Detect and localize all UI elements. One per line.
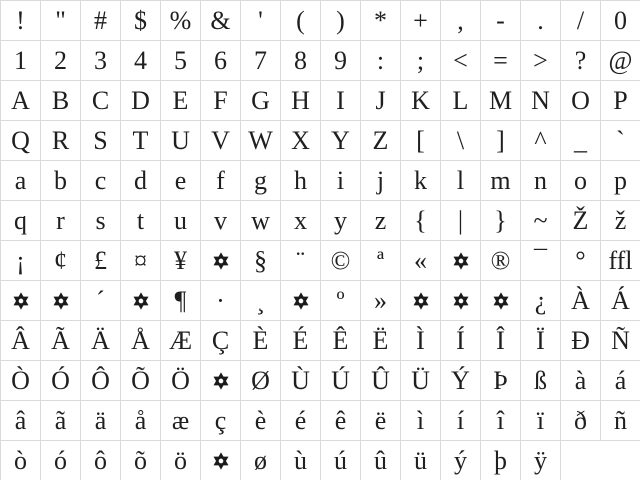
glyph-cell[interactable]: ú	[321, 441, 361, 480]
glyph-cell[interactable]: ý	[441, 441, 481, 480]
glyph-cell[interactable]: ò	[1, 441, 41, 480]
glyph-cell[interactable]: æ	[161, 401, 201, 441]
glyph-cell[interactable]: m	[481, 161, 521, 201]
glyph-cell[interactable]: <	[441, 41, 481, 81]
empty-cell	[561, 441, 601, 480]
glyph-cell[interactable]: H	[281, 81, 321, 121]
glyph-cell[interactable]: £	[81, 241, 121, 281]
missing-glyph-star-icon	[212, 452, 230, 470]
glyph-cell[interactable]: å	[121, 401, 161, 441]
glyph-cell[interactable]: È	[241, 321, 281, 361]
glyph-cell[interactable]: û	[361, 441, 401, 480]
glyph-cell[interactable]: #	[81, 1, 121, 41]
glyph-cell[interactable]: Ê	[321, 321, 361, 361]
glyph-cell[interactable]: t	[121, 201, 161, 241]
glyph-cell[interactable]: x	[281, 201, 321, 241]
glyph-cell[interactable]: ¸	[241, 281, 281, 321]
glyph-cell[interactable]: ê	[321, 401, 361, 441]
glyph-cell[interactable]: Ì	[401, 321, 441, 361]
glyph-cell[interactable]: Ý	[441, 361, 481, 401]
glyph-cell[interactable]: e	[161, 161, 201, 201]
glyph-cell[interactable]: \	[441, 121, 481, 161]
glyph-cell[interactable]: á	[601, 361, 640, 401]
glyph-cell[interactable]: d	[121, 161, 161, 201]
glyph-cell[interactable]: T	[121, 121, 161, 161]
glyph-cell[interactable]: Ð	[561, 321, 601, 361]
glyph-cell[interactable]: W	[241, 121, 281, 161]
glyph-cell[interactable]: ¶	[161, 281, 201, 321]
glyph-cell[interactable]: *	[361, 1, 401, 41]
glyph-cell[interactable]: M	[481, 81, 521, 121]
glyph-cell[interactable]: =	[481, 41, 521, 81]
missing-glyph-star-icon	[52, 292, 70, 310]
glyph-cell[interactable]: E	[161, 81, 201, 121]
glyph-cell[interactable]: R	[41, 121, 81, 161]
glyph-cell[interactable]: c	[81, 161, 121, 201]
glyph-cell[interactable]: 9	[321, 41, 361, 81]
glyph-cell[interactable]: Á	[601, 281, 640, 321]
glyph-cell[interactable]: Ž	[561, 201, 601, 241]
glyph-cell[interactable]	[121, 281, 161, 321]
glyph-cell[interactable]: ì	[401, 401, 441, 441]
missing-glyph-star-icon	[12, 292, 30, 310]
glyph-cell[interactable]: Å	[121, 321, 161, 361]
glyph-cell[interactable]: A	[1, 81, 41, 121]
glyph-cell[interactable]: k	[401, 161, 441, 201]
glyph-cell[interactable]	[481, 281, 521, 321]
glyph-cell[interactable]: ù	[281, 441, 321, 480]
glyph-cell[interactable]: 2	[41, 41, 81, 81]
glyph-cell[interactable]: ¨	[281, 241, 321, 281]
glyph-cell[interactable]: U	[161, 121, 201, 161]
glyph-cell[interactable]: ¯	[521, 241, 561, 281]
glyph-cell[interactable]: â	[1, 401, 41, 441]
glyph-cell[interactable]: ©	[321, 241, 361, 281]
glyph-cell[interactable]: >	[521, 41, 561, 81]
missing-glyph-star-icon	[452, 252, 470, 270]
glyph-cell[interactable]: X	[281, 121, 321, 161]
glyph-cell[interactable]: @	[601, 41, 640, 81]
glyph-cell[interactable]	[41, 281, 81, 321]
glyph-cell[interactable]: p	[601, 161, 640, 201]
glyph-cell[interactable]: ®	[481, 241, 521, 281]
glyph-cell[interactable]: ª	[361, 241, 401, 281]
glyph-cell[interactable]: w	[241, 201, 281, 241]
empty-cell	[601, 441, 640, 480]
glyph-cell[interactable]: i	[321, 161, 361, 201]
glyph-cell[interactable]: ;	[401, 41, 441, 81]
missing-glyph-star-icon	[292, 292, 310, 310]
glyph-cell[interactable]: ¤	[121, 241, 161, 281]
glyph-cell[interactable]: K	[401, 81, 441, 121]
glyph-cell[interactable]: "	[41, 1, 81, 41]
missing-glyph-star-icon	[412, 292, 430, 310]
glyph-cell[interactable]: P	[601, 81, 640, 121]
glyph-cell[interactable]: %	[161, 1, 201, 41]
glyph-cell[interactable]: ë	[361, 401, 401, 441]
glyph-cell[interactable]: /	[561, 1, 601, 41]
glyph-cell[interactable]: n	[521, 161, 561, 201]
missing-glyph-star-icon	[212, 372, 230, 390]
glyph-cell[interactable]: G	[241, 81, 281, 121]
glyph-cell[interactable]: Ø	[241, 361, 281, 401]
glyph-cell[interactable]: »	[361, 281, 401, 321]
missing-glyph-star-icon	[212, 252, 230, 270]
missing-glyph-star-icon	[132, 292, 150, 310]
missing-glyph-star-icon	[452, 292, 470, 310]
glyph-cell[interactable]: 8	[281, 41, 321, 81]
glyph-cell[interactable]: Ä	[81, 321, 121, 361]
glyph-cell[interactable]: «	[401, 241, 441, 281]
glyph-cell[interactable]: q	[1, 201, 41, 241]
glyph-cell[interactable]	[281, 281, 321, 321]
glyph-cell[interactable]	[201, 361, 241, 401]
glyph-cell[interactable]: -	[481, 1, 521, 41]
glyph-cell[interactable]: °	[561, 241, 601, 281]
glyph-cell[interactable]: $	[121, 1, 161, 41]
glyph-cell[interactable]: 6	[201, 41, 241, 81]
glyph-cell[interactable]: f	[201, 161, 241, 201]
glyph-cell[interactable]: Ò	[1, 361, 41, 401]
glyph-cell[interactable]: ã	[41, 401, 81, 441]
glyph-cell[interactable]: ç	[201, 401, 241, 441]
glyph-cell[interactable]: ]	[481, 121, 521, 161]
glyph-cell[interactable]: ñ	[601, 401, 640, 441]
glyph-cell[interactable]: Â	[1, 321, 41, 361]
glyph-cell[interactable]: õ	[121, 441, 161, 480]
glyph-cell[interactable]: D	[121, 81, 161, 121]
glyph-cell[interactable]: O	[561, 81, 601, 121]
glyph-cell[interactable]: ž	[601, 201, 640, 241]
glyph-cell[interactable]: |	[441, 201, 481, 241]
glyph-cell[interactable]: +	[401, 1, 441, 41]
glyph-cell[interactable]	[401, 281, 441, 321]
glyph-cell[interactable]: ô	[81, 441, 121, 480]
glyph-cell[interactable]: è	[241, 401, 281, 441]
glyph-cell[interactable]: Ó	[41, 361, 81, 401]
glyph-cell[interactable]: 5	[161, 41, 201, 81]
glyph-cell[interactable]: §	[241, 241, 281, 281]
glyph-cell[interactable]: ffl	[601, 241, 640, 281]
glyph-cell[interactable]: J	[361, 81, 401, 121]
glyph-cell[interactable]: Í	[441, 321, 481, 361]
glyph-cell[interactable]: (	[281, 1, 321, 41]
glyph-cell[interactable]: þ	[481, 441, 521, 480]
glyph-cell[interactable]: Û	[361, 361, 401, 401]
glyph-cell[interactable]: o	[561, 161, 601, 201]
glyph-cell[interactable]: ø	[241, 441, 281, 480]
glyph-cell[interactable]: Ë	[361, 321, 401, 361]
glyph-cell[interactable]: Z	[361, 121, 401, 161]
glyph-cell[interactable]: É	[281, 321, 321, 361]
glyph-cell[interactable]: B	[41, 81, 81, 121]
glyph-cell[interactable]: 7	[241, 41, 281, 81]
glyph-cell[interactable]: Æ	[161, 321, 201, 361]
glyph-cell[interactable]: j	[361, 161, 401, 201]
glyph-cell[interactable]: Î	[481, 321, 521, 361]
glyph-cell[interactable]: F	[201, 81, 241, 121]
glyph-cell[interactable]: C	[81, 81, 121, 121]
glyph-cell[interactable]: í	[441, 401, 481, 441]
glyph-cell[interactable]: ¥	[161, 241, 201, 281]
glyph-cell[interactable]: S	[81, 121, 121, 161]
glyph-cell[interactable]	[441, 281, 481, 321]
glyph-cell[interactable]	[441, 241, 481, 281]
glyph-cell[interactable]: l	[441, 161, 481, 201]
glyph-cell[interactable]: v	[201, 201, 241, 241]
glyph-cell[interactable]	[201, 241, 241, 281]
glyph-cell[interactable]: ÿ	[521, 441, 561, 480]
glyph-cell[interactable]: ð	[561, 401, 601, 441]
glyph-cell[interactable]: [	[401, 121, 441, 161]
glyph-cell[interactable]: 4	[121, 41, 161, 81]
glyph-cell[interactable]: ,	[441, 1, 481, 41]
glyph-cell[interactable]: Ç	[201, 321, 241, 361]
glyph-cell[interactable]: Þ	[481, 361, 521, 401]
glyph-cell[interactable]: u	[161, 201, 201, 241]
glyph-cell[interactable]: Ñ	[601, 321, 640, 361]
glyph-cell[interactable]: I	[321, 81, 361, 121]
glyph-cell[interactable]: º	[321, 281, 361, 321]
glyph-cell[interactable]: g	[241, 161, 281, 201]
glyph-cell[interactable]: N	[521, 81, 561, 121]
glyph-cell[interactable]: s	[81, 201, 121, 241]
glyph-cell[interactable]: ^	[521, 121, 561, 161]
glyph-cell[interactable]: h	[281, 161, 321, 201]
glyph-cell[interactable]: r	[41, 201, 81, 241]
glyph-cell[interactable]	[201, 441, 241, 480]
glyph-cell[interactable]: ö	[161, 441, 201, 480]
glyph-cell[interactable]: 1	[1, 41, 41, 81]
glyph-cell[interactable]: ä	[81, 401, 121, 441]
glyph-cell[interactable]: ó	[41, 441, 81, 480]
glyph-cell[interactable]: Ï	[521, 321, 561, 361]
glyph-cell[interactable]: ü	[401, 441, 441, 480]
glyph-cell[interactable]: )	[321, 1, 361, 41]
glyph-cell[interactable]: !	[1, 1, 41, 41]
glyph-cell[interactable]: ´	[81, 281, 121, 321]
glyph-cell[interactable]: `	[601, 121, 640, 161]
glyph-cell[interactable]: ï	[521, 401, 561, 441]
glyph-cell[interactable]: b	[41, 161, 81, 201]
glyph-cell[interactable]: '	[241, 1, 281, 41]
glyph-cell[interactable]: ¡	[1, 241, 41, 281]
glyph-cell[interactable]: }	[481, 201, 521, 241]
glyph-cell[interactable]: ?	[561, 41, 601, 81]
glyph-cell[interactable]: Ü	[401, 361, 441, 401]
glyph-cell[interactable]: 0	[601, 1, 640, 41]
glyph-cell[interactable]: ß	[521, 361, 561, 401]
glyph-cell[interactable]: Y	[321, 121, 361, 161]
glyph-cell[interactable]: y	[321, 201, 361, 241]
glyph-cell[interactable]: _	[561, 121, 601, 161]
glyph-cell[interactable]: Ö	[161, 361, 201, 401]
glyph-cell[interactable]: Ã	[41, 321, 81, 361]
glyph-cell[interactable]: Q	[1, 121, 41, 161]
glyph-cell[interactable]: Ú	[321, 361, 361, 401]
glyph-cell[interactable]: .	[521, 1, 561, 41]
glyph-cell[interactable]: &	[201, 1, 241, 41]
glyph-cell[interactable]	[1, 281, 41, 321]
glyph-cell[interactable]: ¿	[521, 281, 561, 321]
glyph-cell[interactable]: î	[481, 401, 521, 441]
missing-glyph-star-icon	[492, 292, 510, 310]
glyph-cell[interactable]: L	[441, 81, 481, 121]
glyph-cell[interactable]: é	[281, 401, 321, 441]
glyph-cell[interactable]: Ù	[281, 361, 321, 401]
glyph-cell[interactable]: {	[401, 201, 441, 241]
glyph-cell[interactable]: V	[201, 121, 241, 161]
glyph-cell[interactable]: Õ	[121, 361, 161, 401]
glyph-cell[interactable]: ·	[201, 281, 241, 321]
glyph-cell[interactable]: z	[361, 201, 401, 241]
glyph-cell[interactable]: à	[561, 361, 601, 401]
glyph-cell[interactable]: Ô	[81, 361, 121, 401]
glyph-cell[interactable]: ¢	[41, 241, 81, 281]
glyph-cell[interactable]: a	[1, 161, 41, 201]
glyph-cell[interactable]: ~	[521, 201, 561, 241]
glyph-cell[interactable]: 3	[81, 41, 121, 81]
glyph-cell[interactable]: :	[361, 41, 401, 81]
glyph-cell[interactable]: À	[561, 281, 601, 321]
